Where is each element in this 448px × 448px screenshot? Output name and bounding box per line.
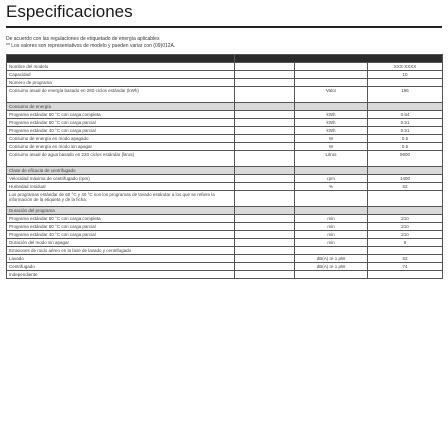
row-value: 210 (368, 231, 443, 239)
row-value: dB(A) re 1 pW (295, 263, 368, 271)
row-value: 0.51 (368, 127, 443, 135)
row-value: 196 (368, 87, 443, 103)
row-value (235, 127, 295, 135)
table-row (7, 255, 443, 263)
row-value (235, 263, 295, 271)
row-value: 53 (368, 183, 443, 191)
row-value (235, 191, 295, 207)
row-value (235, 151, 295, 167)
row-label: Consumo de energía en modo sin apagar (7, 143, 235, 151)
row-value (295, 191, 368, 207)
row-value: Valor (295, 87, 368, 103)
row-value (235, 63, 295, 71)
intro-text (6, 36, 442, 50)
row-value: rpm (295, 175, 368, 183)
row-label: Centrifugado (7, 263, 235, 271)
row-label: Capacidad (7, 71, 235, 79)
row-label: Nombre del modelo (7, 63, 235, 71)
table-row (7, 223, 443, 231)
row-value (235, 239, 295, 247)
table-row (7, 127, 443, 135)
table-header-cell (235, 55, 443, 63)
row-label: Programa estándar 60 °C con carga completa (7, 111, 235, 119)
row-label: Programa estándar 60 °C con carga parcial (7, 223, 235, 231)
table-row (7, 87, 443, 103)
row-value (235, 71, 295, 79)
row-value (368, 207, 443, 215)
table-row (7, 143, 443, 151)
row-value: 0.84 (368, 111, 443, 119)
row-value (235, 103, 295, 111)
row-label: Programa estándar 60 °C con carga parcial (7, 119, 235, 127)
row-value (295, 167, 368, 175)
row-value: kWh (295, 119, 368, 127)
row-value: 9900 (368, 151, 443, 167)
row-value: min (295, 215, 368, 223)
row-label: Humedad residual (7, 183, 235, 191)
row-value: 0.5 (368, 135, 443, 143)
row-value (368, 247, 443, 255)
row-label: Emisiones de ruido aéreo en la fase de lavado y centrifugado (7, 247, 235, 255)
row-value: Litros (295, 151, 368, 167)
row-value (235, 111, 295, 119)
row-label: Consumo de energía en modo apagado (7, 135, 235, 143)
row-value (235, 87, 295, 103)
row-label: Programa estándar 60 °C con carga completa (7, 215, 235, 223)
row-label: Programa estándar 40 °C con carga parcial (7, 127, 235, 135)
row-label: Programa estándar 40 °C con carga parcial (7, 231, 235, 239)
row-value (235, 215, 295, 223)
row-value (235, 135, 295, 143)
row-value (368, 271, 443, 279)
row-value: 0.51 (368, 119, 443, 127)
table-row (7, 71, 443, 79)
table-row (7, 103, 443, 111)
row-label: Número de programa (7, 79, 235, 87)
spec-table (6, 54, 443, 279)
row-value (295, 63, 368, 71)
row-value (368, 79, 443, 87)
row-value (235, 271, 295, 279)
row-label: Lavado (7, 255, 235, 263)
table-row (7, 151, 443, 167)
row-label: Independiente (7, 271, 235, 279)
row-value: 1400 (368, 175, 443, 183)
page-title: Especificaciones (6, 2, 133, 21)
row-label: Consumo anual de agua basado en 220 ciclos estándar (litros) (7, 151, 235, 167)
table-row (7, 175, 443, 183)
row-value: 0.5 (368, 143, 443, 151)
row-label: Duración del programa (7, 207, 235, 215)
row-label: Duración del modo sin apagar (7, 239, 235, 247)
title-divider (6, 26, 442, 28)
table-row (7, 191, 443, 207)
table-row (7, 63, 443, 71)
row-value: XXX-XXXX (368, 63, 443, 71)
table-row (7, 271, 443, 279)
row-value (235, 223, 295, 231)
row-value (368, 103, 443, 111)
row-value: % (295, 183, 368, 191)
row-label: Consumo anual de energía basado en 280 ciclos estándar (kWh) (7, 87, 235, 103)
row-value: 74 (368, 263, 443, 271)
table-row (7, 239, 443, 247)
intro-line: ** Los valores son representativos de modelo y pueden variar con (09)012A. (6, 43, 176, 49)
row-value: min (295, 239, 368, 247)
table-row (7, 263, 443, 271)
row-value (295, 207, 368, 215)
table-header-cell (7, 55, 235, 63)
row-value: W (295, 143, 368, 151)
table-row (7, 119, 443, 127)
row-value: min (295, 231, 368, 239)
row-label: Velocidad máxima de centrifugado (rpm) (7, 175, 235, 183)
table-row (7, 247, 443, 255)
row-value: 5 (368, 239, 443, 247)
table-row (7, 167, 443, 175)
row-value (235, 207, 295, 215)
row-value: kWh (295, 127, 368, 135)
table-header-row (7, 55, 443, 63)
table-row (7, 79, 443, 87)
row-value (368, 167, 443, 175)
row-value (235, 183, 295, 191)
row-label: Clase de eficacia de centrifugado (7, 167, 235, 175)
table-row (7, 215, 443, 223)
row-value: 53 (368, 255, 443, 263)
row-value (235, 119, 295, 127)
row-value: 210 (368, 215, 443, 223)
row-value: min (295, 223, 368, 231)
row-value: kWh (295, 111, 368, 119)
row-value (235, 167, 295, 175)
row-value (368, 191, 443, 207)
table-row (7, 231, 443, 239)
row-value (235, 79, 295, 87)
table-row (7, 207, 443, 215)
row-value (235, 247, 295, 255)
row-value (295, 271, 368, 279)
row-value: 210 (368, 223, 443, 231)
table-row (7, 183, 443, 191)
row-value (295, 79, 368, 87)
row-value: W (295, 135, 368, 143)
intro-line: De acuerdo con las regulaciones de etiquetado de energía aplicables (6, 36, 160, 42)
row-value (235, 231, 295, 239)
row-value (235, 143, 295, 151)
row-value (295, 247, 368, 255)
row-value: 10 (368, 71, 443, 79)
table-row (7, 135, 443, 143)
table-row (7, 111, 443, 119)
row-value (295, 71, 368, 79)
row-value (235, 255, 295, 263)
row-value (295, 103, 368, 111)
row-label: Consumo de energía (7, 103, 235, 111)
row-label: Los programas estándar de 60 °C y 40 °C son los programas de lavado estándar a los que se refiere la información de la etiqueta y de la ficha. (7, 191, 235, 207)
row-value (235, 175, 295, 183)
row-value: dB(A) re 1 pW (295, 255, 368, 263)
